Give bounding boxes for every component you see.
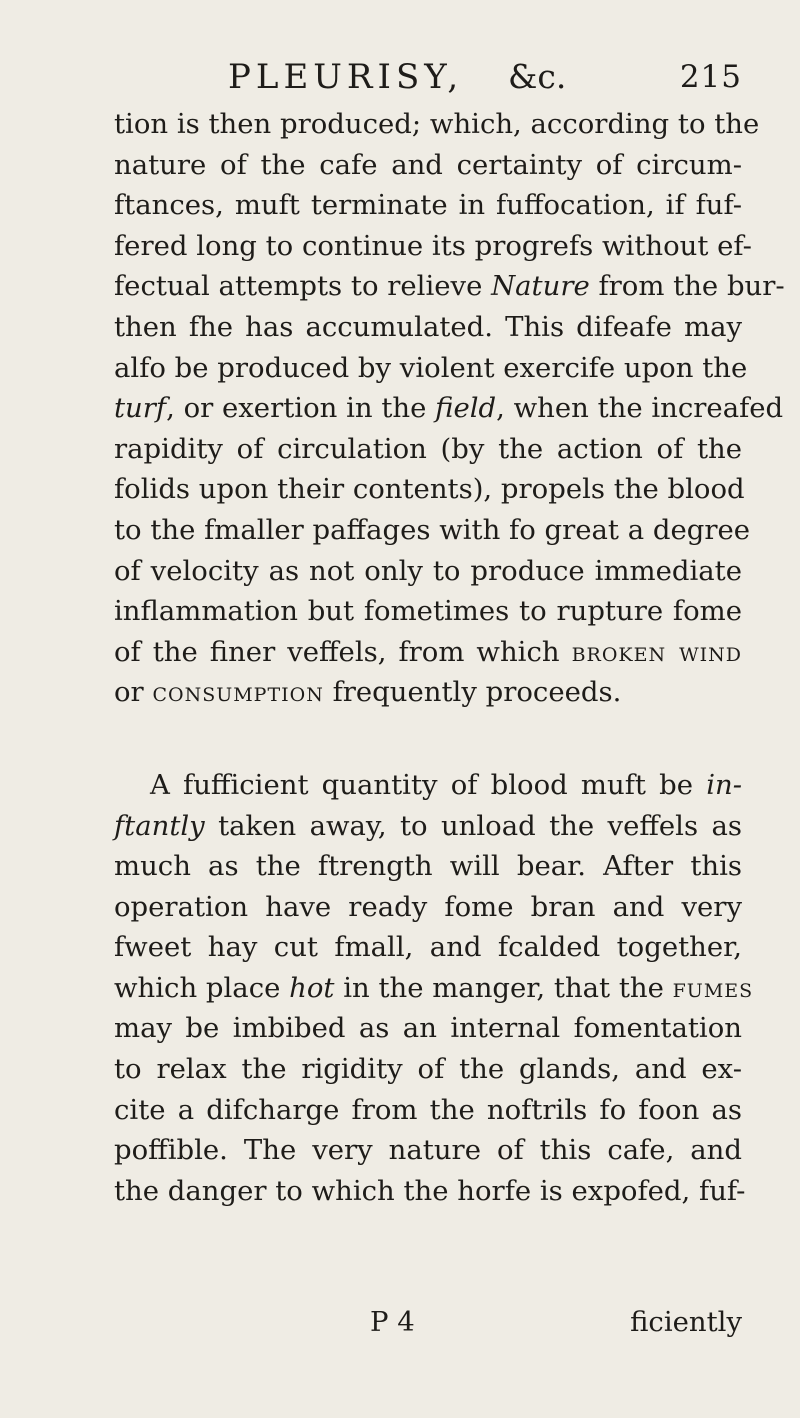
- text-line: [114, 1090, 742, 1131]
- text-line: [114, 185, 742, 226]
- italic-text: turf: [114, 392, 167, 425]
- paragraph-gap: [114, 713, 742, 765]
- text-run: of velocity as not only to produce immediate: [114, 554, 742, 587]
- signature-mark: P 4: [370, 1306, 415, 1338]
- text-run: poffible. The very nature of this cafe, and: [114, 1134, 742, 1167]
- text-run: much as the ftrength will bear. After this: [114, 850, 742, 883]
- text-line: [114, 348, 748, 389]
- text-run: from the bur-: [589, 270, 785, 303]
- text-line: [114, 388, 784, 429]
- text-run: , when the increafed: [496, 392, 784, 425]
- text-line: [114, 510, 751, 551]
- text-line: [114, 846, 742, 887]
- text-run: ftances, muft terminate in fuffocation, if fuf-: [114, 189, 742, 222]
- paragraph: [114, 104, 785, 713]
- text-line: [114, 1008, 742, 1049]
- paragraph: [114, 765, 754, 1212]
- text-run: tion is then produced; which, according to the: [114, 108, 760, 140]
- text-line: [114, 765, 742, 806]
- text-run: , or exertion in the: [166, 392, 436, 425]
- text-line: [114, 104, 760, 145]
- text-line: [114, 469, 745, 510]
- text-run: to the fmaller paffages with fo great a degree: [114, 513, 751, 546]
- small-caps-text: consumption: [152, 676, 324, 709]
- running-head: [228, 52, 742, 102]
- italic-text: ftantly: [114, 809, 205, 842]
- text-line: [114, 672, 742, 713]
- running-head-etc: &c.: [508, 57, 567, 96]
- italic-text: Nature: [491, 270, 590, 303]
- text-run: or: [114, 676, 153, 709]
- text-line: [114, 551, 742, 592]
- text-line: [114, 1130, 742, 1171]
- text-run: fered long to continue its progrefs without ef-: [114, 229, 752, 262]
- text-run: operation have ready fome bran and very: [114, 890, 742, 923]
- small-caps-text: broken wind: [571, 635, 742, 668]
- catchword: ficiently: [630, 1306, 742, 1338]
- text-run: rapidity of circulation (by the action of the: [114, 432, 742, 465]
- text-run: then fhe has accumulated. This difeafe may: [114, 310, 742, 343]
- text-line: [114, 968, 754, 1009]
- text-line: [114, 429, 742, 470]
- body-text: [114, 104, 785, 1211]
- text-line: [114, 266, 785, 307]
- text-run: fectual attempts to relieve: [114, 270, 492, 303]
- text-run: which place: [114, 971, 290, 1004]
- text-line: [114, 1049, 742, 1090]
- text-line: [114, 887, 742, 928]
- text-line: [114, 1171, 746, 1212]
- text-line: [114, 632, 742, 673]
- text-line: [114, 145, 742, 186]
- text-line: [114, 806, 742, 847]
- text-run: alfo be produced by violent exercife upon the: [114, 351, 748, 384]
- text-run: frequently proceeds.: [323, 676, 622, 709]
- text-line: [114, 226, 752, 267]
- text-line: [114, 591, 742, 632]
- text-run: taken away, to unload the veffels as: [204, 809, 742, 842]
- text-run: fweet hay cut fmall, and fcalded together,: [114, 931, 742, 964]
- italic-text: hot: [289, 971, 335, 1004]
- text-run: in the manger, that the: [334, 971, 673, 1004]
- page-footer: [114, 1302, 742, 1342]
- text-run: the danger to which the horfe is expofed, fuf-: [114, 1174, 746, 1207]
- text-run: A fufficient quantity of blood muft be: [150, 768, 707, 801]
- text-run: folids upon their contents), propels the blood: [114, 473, 745, 506]
- page-number: 215: [679, 59, 742, 95]
- text-run: cite a difcharge from the noftrils fo foon as: [114, 1093, 742, 1126]
- text-run: nature of the cafe and certainty of circum-: [114, 148, 742, 181]
- text-run: of the finer veffels, from which: [114, 635, 572, 668]
- small-caps-text: fumes: [672, 971, 754, 1004]
- italic-text: in-: [706, 768, 742, 801]
- text-run: to relax the rigidity of the glands, and ex-: [114, 1053, 742, 1086]
- italic-text: field: [435, 392, 497, 425]
- text-line: [114, 927, 742, 968]
- running-head-title: PLEURISY,: [228, 57, 464, 97]
- text-run: inflammation but fometimes to rupture fome: [114, 595, 742, 628]
- text-line: [114, 307, 742, 348]
- text-run: may be imbibed as an internal fomentation: [114, 1012, 742, 1045]
